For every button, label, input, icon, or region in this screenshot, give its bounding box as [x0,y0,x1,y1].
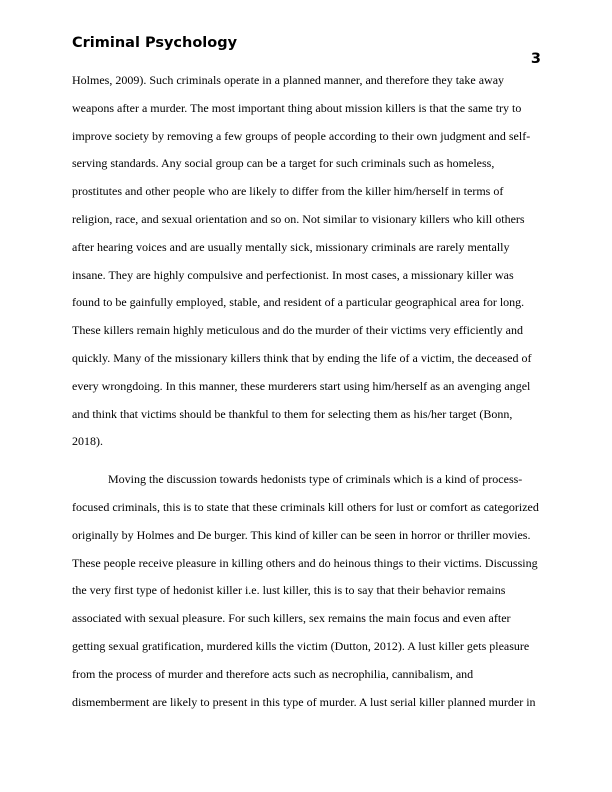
paragraph-spacer [72,456,542,466]
text-line: after hearing voices and are usually mentally sick, missionary criminals are rarely mentally [72,239,510,254]
text-line: quickly. Many of the missionary killers think that by ending the life of a victim, the deceased of [72,350,532,365]
text-line: every wrongdoing. In this manner, these murderers start using him/herself as an avenging angel [72,378,531,393]
text-line: These people receive pleasure in killing others and do heinous things to their victims. Discussing [72,555,538,570]
page-number: 3 [530,51,541,67]
text-line: from the process of murder and therefore acts such as necrophilia, cannibalism, and [72,666,474,681]
text-line: weapons after a murder. The most important thing about mission killers is that the same try to [72,100,522,115]
text-line: These killers remain highly meticulous and do the murder of their victims very efficiently and [72,323,523,338]
text-line: getting sexual gratification, murdered kills the victim (Dutton, 2012). A lust killer gets pleasure [72,638,530,653]
text-line: improve society by removing a few groups of people according to their own judgment and self- [72,128,531,143]
running-head-title: Criminal Psychology [72,35,238,51]
text-line: 2018). [72,434,103,449]
paragraph-2 [72,466,542,716]
text-line: the very first type of hedonist killer i.e. lust killer, this is to say that their behavior remains [72,583,506,598]
text-line: serving standards. Any social group can be a target for such criminals such as homeless, [72,156,495,171]
text-line: religion, race, and sexual orientation and so on. Not similar to visionary killers who kill others [72,211,525,226]
text-line: focused criminals, this is to state that these criminals kill others for lust or comfort as categorized [72,499,539,514]
text-line: prostitutes and other people who are likely to differ from the killer him/herself in terms of [72,184,504,199]
text-line: found to be gainfully employed, stable, and resident of a particular geographical area for long. [72,295,525,310]
text-line: associated with sexual pleasure. For such killers, sex remains the main focus and even after [72,611,511,626]
body-text [72,67,542,716]
text-line: dismemberment are likely to present in this type of murder. A lust serial killer planned murder in [72,694,536,709]
text-line: and think that victims should be thankful to them for selecting them as his/her target (Bonn, [72,406,513,421]
text-line: Holmes, 2009). Such criminals operate in a planned manner, and therefore they take away [72,73,505,87]
paragraph-1 [72,67,542,456]
text-line: originally by Holmes and De burger. This kind of killer can be seen in horror or thriller movies. [72,527,531,542]
text-line: insane. They are highly compulsive and perfectionist. In most cases, a missionary killer was [72,267,514,282]
text-line: Moving the discussion towards hedonists type of criminals which is a kind of process- [108,472,523,487]
